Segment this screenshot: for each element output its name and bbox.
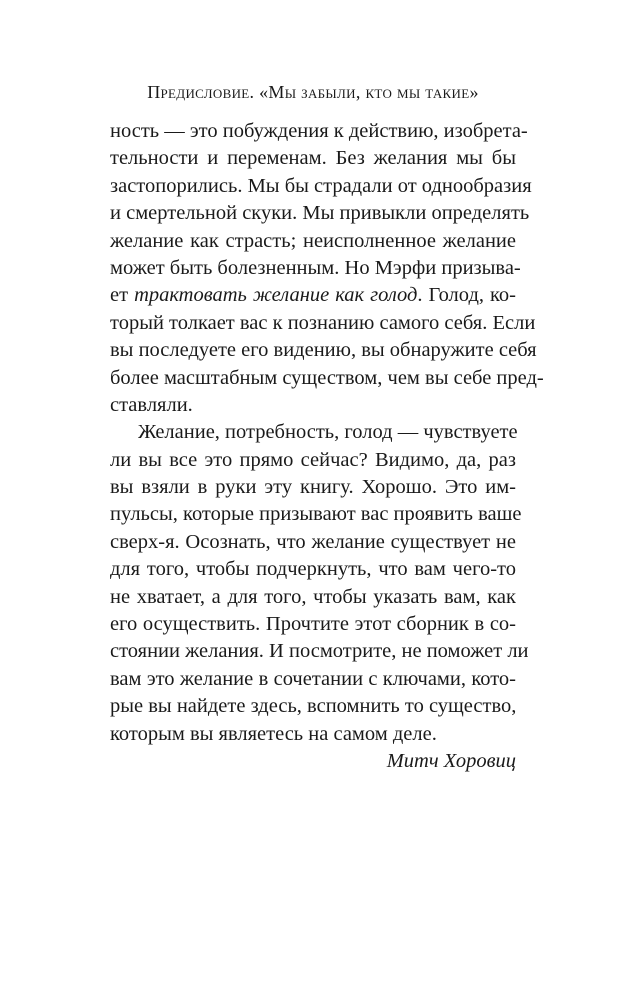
- text-line: тельности и переменам. Без желания мы бы: [110, 147, 516, 170]
- text-line: Желание, потребность, голод — чувствуете: [138, 421, 518, 444]
- text-line: пульсы, которые призывают вас проявить ваше: [110, 503, 522, 526]
- text-line: которым вы являетесь на самом деле.: [110, 722, 437, 745]
- text-line: сверх-я. Осознать, что желание существует не: [110, 530, 516, 553]
- text-line: желание как страсть; неисполненное желание: [110, 229, 516, 252]
- emphasized-phrase: трактовать желание как голод: [134, 284, 418, 307]
- paragraph-2: [110, 419, 529, 748]
- text-line: более масштабным существом, чем вы себе пред-: [110, 366, 544, 389]
- text-line: его осуществить. Прочтите этот сборник в со-: [110, 613, 516, 636]
- text-line: рые вы найдете здесь, вспомнить то существо,: [110, 695, 517, 718]
- text-line: и смертельной скуки. Мы привыкли определять: [110, 202, 530, 225]
- text-line: не хватает, а для того, чтобы указать вам, как: [110, 585, 516, 608]
- text-line: торый толкает вас к познанию самого себя. Если: [110, 311, 536, 334]
- text-line: вам это желание в сочетании с ключами, кото-: [110, 667, 516, 690]
- text-line: стоянии желания. И посмотрите, не поможет ли: [110, 640, 529, 663]
- text-line-with-emphasis: [110, 282, 516, 309]
- text-line: ставляли.: [110, 393, 193, 416]
- text-line: ность — это побуждения к действию, изобрета-: [110, 120, 528, 142]
- text-line: ли вы все это прямо сейчас? Видимо, да, раз: [110, 448, 516, 471]
- author-signature: Митч Хоровиц: [386, 749, 516, 772]
- text-fragment: . Голод, ко-: [417, 284, 516, 307]
- running-head: Предисловие. «Мы забыли, кто мы такие»: [147, 82, 479, 102]
- text-line: для того, чтобы подчеркнуть, что вам чего-то: [110, 558, 516, 581]
- text-line: может быть болезненным. Но Мэрфи призыва-: [110, 256, 521, 279]
- body-text: [110, 118, 544, 775]
- text-fragment: ет: [110, 284, 135, 307]
- paragraph-1: [110, 118, 544, 419]
- text-line: вы последуете его видению, вы обнаружите себя: [110, 339, 537, 362]
- text-line: вы взяли в руки эту книгу. Хорошо. Это им-: [110, 476, 516, 499]
- text-line: застопорились. Мы бы страдали от однообразия: [110, 174, 532, 197]
